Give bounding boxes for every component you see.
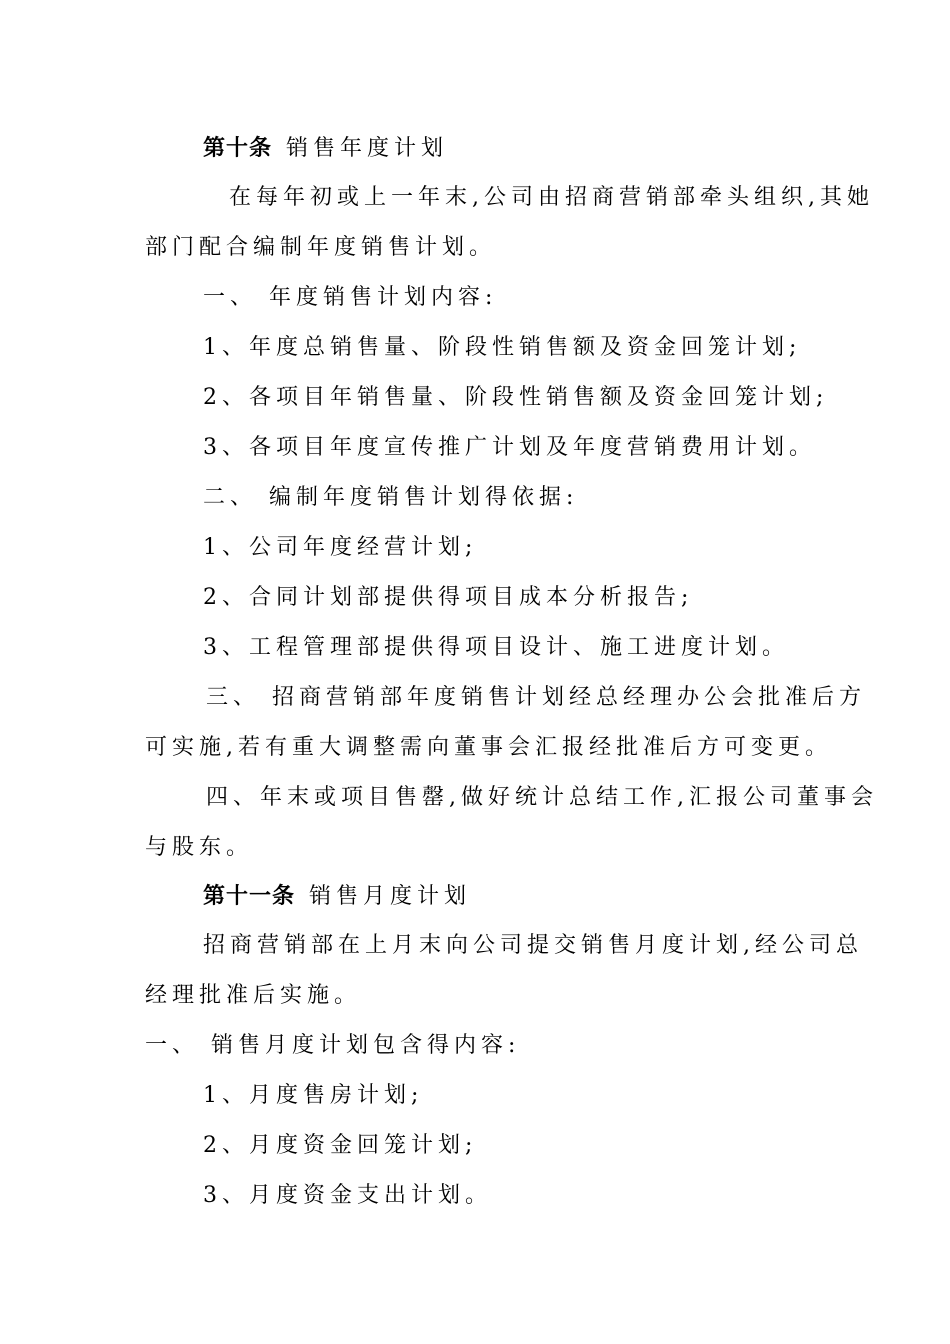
article-10-section-4-line-1: 四、年末或项目售罄,做好统计总结工作,汇报公司董事会 bbox=[206, 785, 878, 810]
article-10-section-4-line-2: 与股东。 bbox=[145, 835, 254, 860]
article-10-intro-line-2: 部门配合编制年度销售计划。 bbox=[145, 235, 497, 260]
article-10-section-1-heading: 一、 年度销售计划内容: bbox=[203, 285, 498, 310]
article-11-section-1-item: 1、月度售房计划; bbox=[203, 1083, 424, 1108]
article-10-number: 第十条 bbox=[203, 135, 273, 161]
article-10-heading bbox=[203, 133, 448, 164]
article-10-section-1-item: 2、各项目年销售量、阶段性销售额及资金回笼计划; bbox=[203, 385, 829, 410]
article-10-title: 销售年度计划 bbox=[286, 136, 449, 161]
article-10-section-1-item: 3、各项目年度宣传推广计划及年度营销费用计划。 bbox=[203, 435, 816, 460]
article-11-number: 第十一条 bbox=[203, 883, 296, 909]
article-11-intro-line-1: 招商营销部在上月末向公司提交销售月度计划,经公司总 bbox=[203, 933, 863, 958]
article-10-section-2-heading: 二、 编制年度销售计划得依据: bbox=[203, 485, 579, 510]
article-10-intro-line-1: 在每年初或上一年末,公司由招商营销部牵头组织,其她 bbox=[229, 185, 874, 210]
article-11-section-1-heading: 一、 销售月度计划包含得内容: bbox=[145, 1033, 521, 1058]
article-10-section-3-line-2: 可实施,若有重大调整需向董事会汇报经批准后方可变更。 bbox=[145, 735, 832, 760]
article-10-section-2-item: 3、工程管理部提供得项目设计、施工进度计划。 bbox=[203, 635, 789, 660]
article-10-section-3-line-1: 三、 招商营销部年度销售计划经总经理办公会批准后方 bbox=[206, 685, 866, 710]
article-11-intro-line-2: 经理批准后实施。 bbox=[145, 983, 362, 1008]
article-10-section-2-item: 1、公司年度经营计划; bbox=[203, 535, 478, 560]
article-11-title: 销售月度计划 bbox=[309, 884, 472, 909]
article-10-section-1-item: 1、年度总销售量、阶段性销售额及资金回笼计划; bbox=[203, 335, 802, 360]
article-11-heading bbox=[203, 881, 471, 912]
article-10-section-2-item: 2、合同计划部提供得项目成本分析报告; bbox=[203, 585, 694, 610]
article-11-section-1-item: 3、月度资金支出计划。 bbox=[203, 1183, 492, 1208]
article-11-section-1-item: 2、月度资金回笼计划; bbox=[203, 1133, 478, 1158]
